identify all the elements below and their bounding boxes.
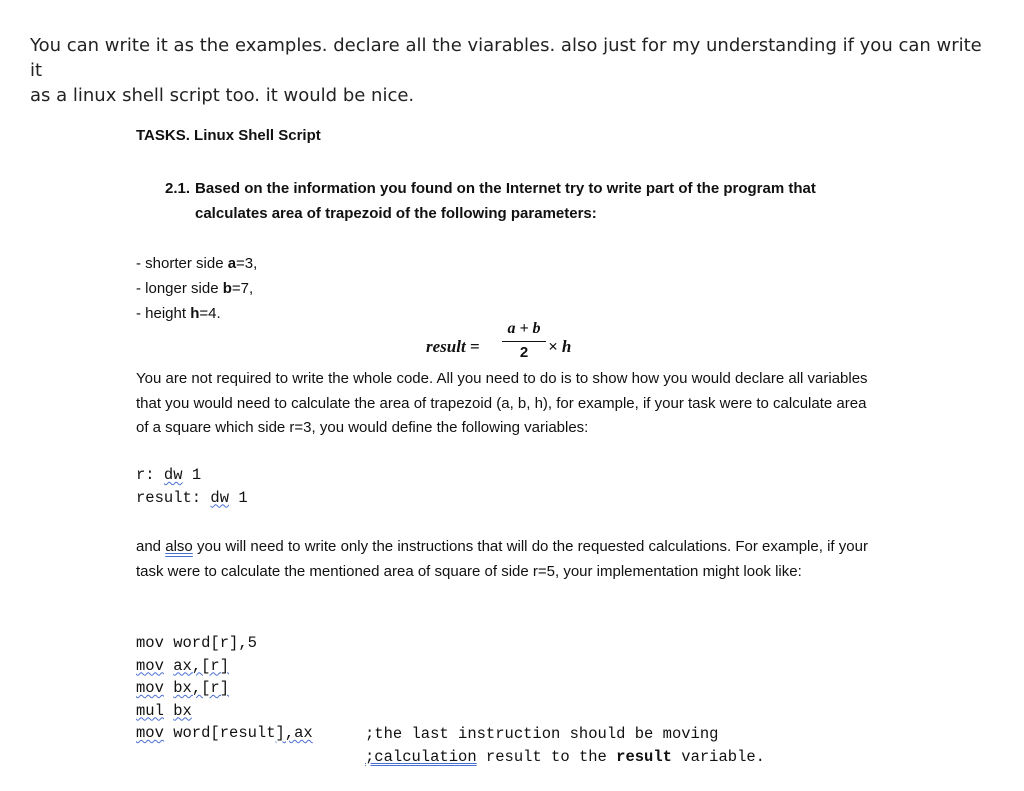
question-text	[30, 33, 990, 108]
formula-rhs: × h	[548, 337, 572, 356]
variable-declarations	[136, 464, 248, 509]
code-line: mov word[r],5	[136, 634, 257, 652]
formula-fraction	[502, 320, 546, 361]
param-item: - height h=4.	[136, 305, 221, 322]
comment-line-1: ;the last instruction should be moving	[365, 725, 719, 743]
code-comment	[365, 723, 765, 768]
code-line: mov bx,[r]	[136, 679, 230, 697]
formula-lhs: result =	[426, 337, 480, 356]
code-line: mul bx	[136, 701, 192, 720]
calculation-code	[136, 632, 313, 745]
document-title: TASKS. Linux Shell Script	[136, 127, 321, 144]
calculation-paragraph: and also you will need to write only the instructions that will do the requested calculations. For example, if your task were to calculate the mentioned area of square of side r=5, your implementation might look like:	[136, 538, 868, 580]
task-line-2: calculates area of trapezoid of the following parameters:	[195, 205, 597, 222]
code-line: mov ax,[r]	[136, 656, 230, 675]
param-item: - shorter side a=3,	[136, 255, 258, 272]
comment-line-2: ;calculation result to the result variable.	[365, 747, 765, 766]
area-formula	[426, 320, 626, 370]
param-item: - longer side b=7,	[136, 280, 254, 297]
task-line-1: Based on the information you found on the Internet try to write part of the program that	[195, 180, 816, 197]
code-line: r: dw 1	[136, 466, 202, 484]
formula-denominator: 2	[519, 344, 529, 361]
question-line-1: You can write it as the examples. declare all the viarables. also just for my understanding if you can write it	[30, 35, 982, 81]
instructions-paragraph: You are not required to write the whole code. All you need to do is to show how you would declare all variables that you would need to calculate the area of trapezoid (a, b, h), for example, if your task were to calculate area of a square which side r=3, you would define the following variables:	[136, 370, 868, 436]
code-line: mov word[result],ax	[136, 724, 313, 742]
parameter-list	[136, 251, 257, 326]
formula-numerator: a + b	[507, 320, 541, 337]
task-number: 2.1.	[165, 180, 191, 197]
question-line-2: as a linux shell script too. it would be nice.	[30, 85, 415, 106]
code-line: result: dw 1	[136, 488, 248, 507]
task-statement	[165, 176, 875, 226]
fraction-bar	[502, 341, 546, 342]
